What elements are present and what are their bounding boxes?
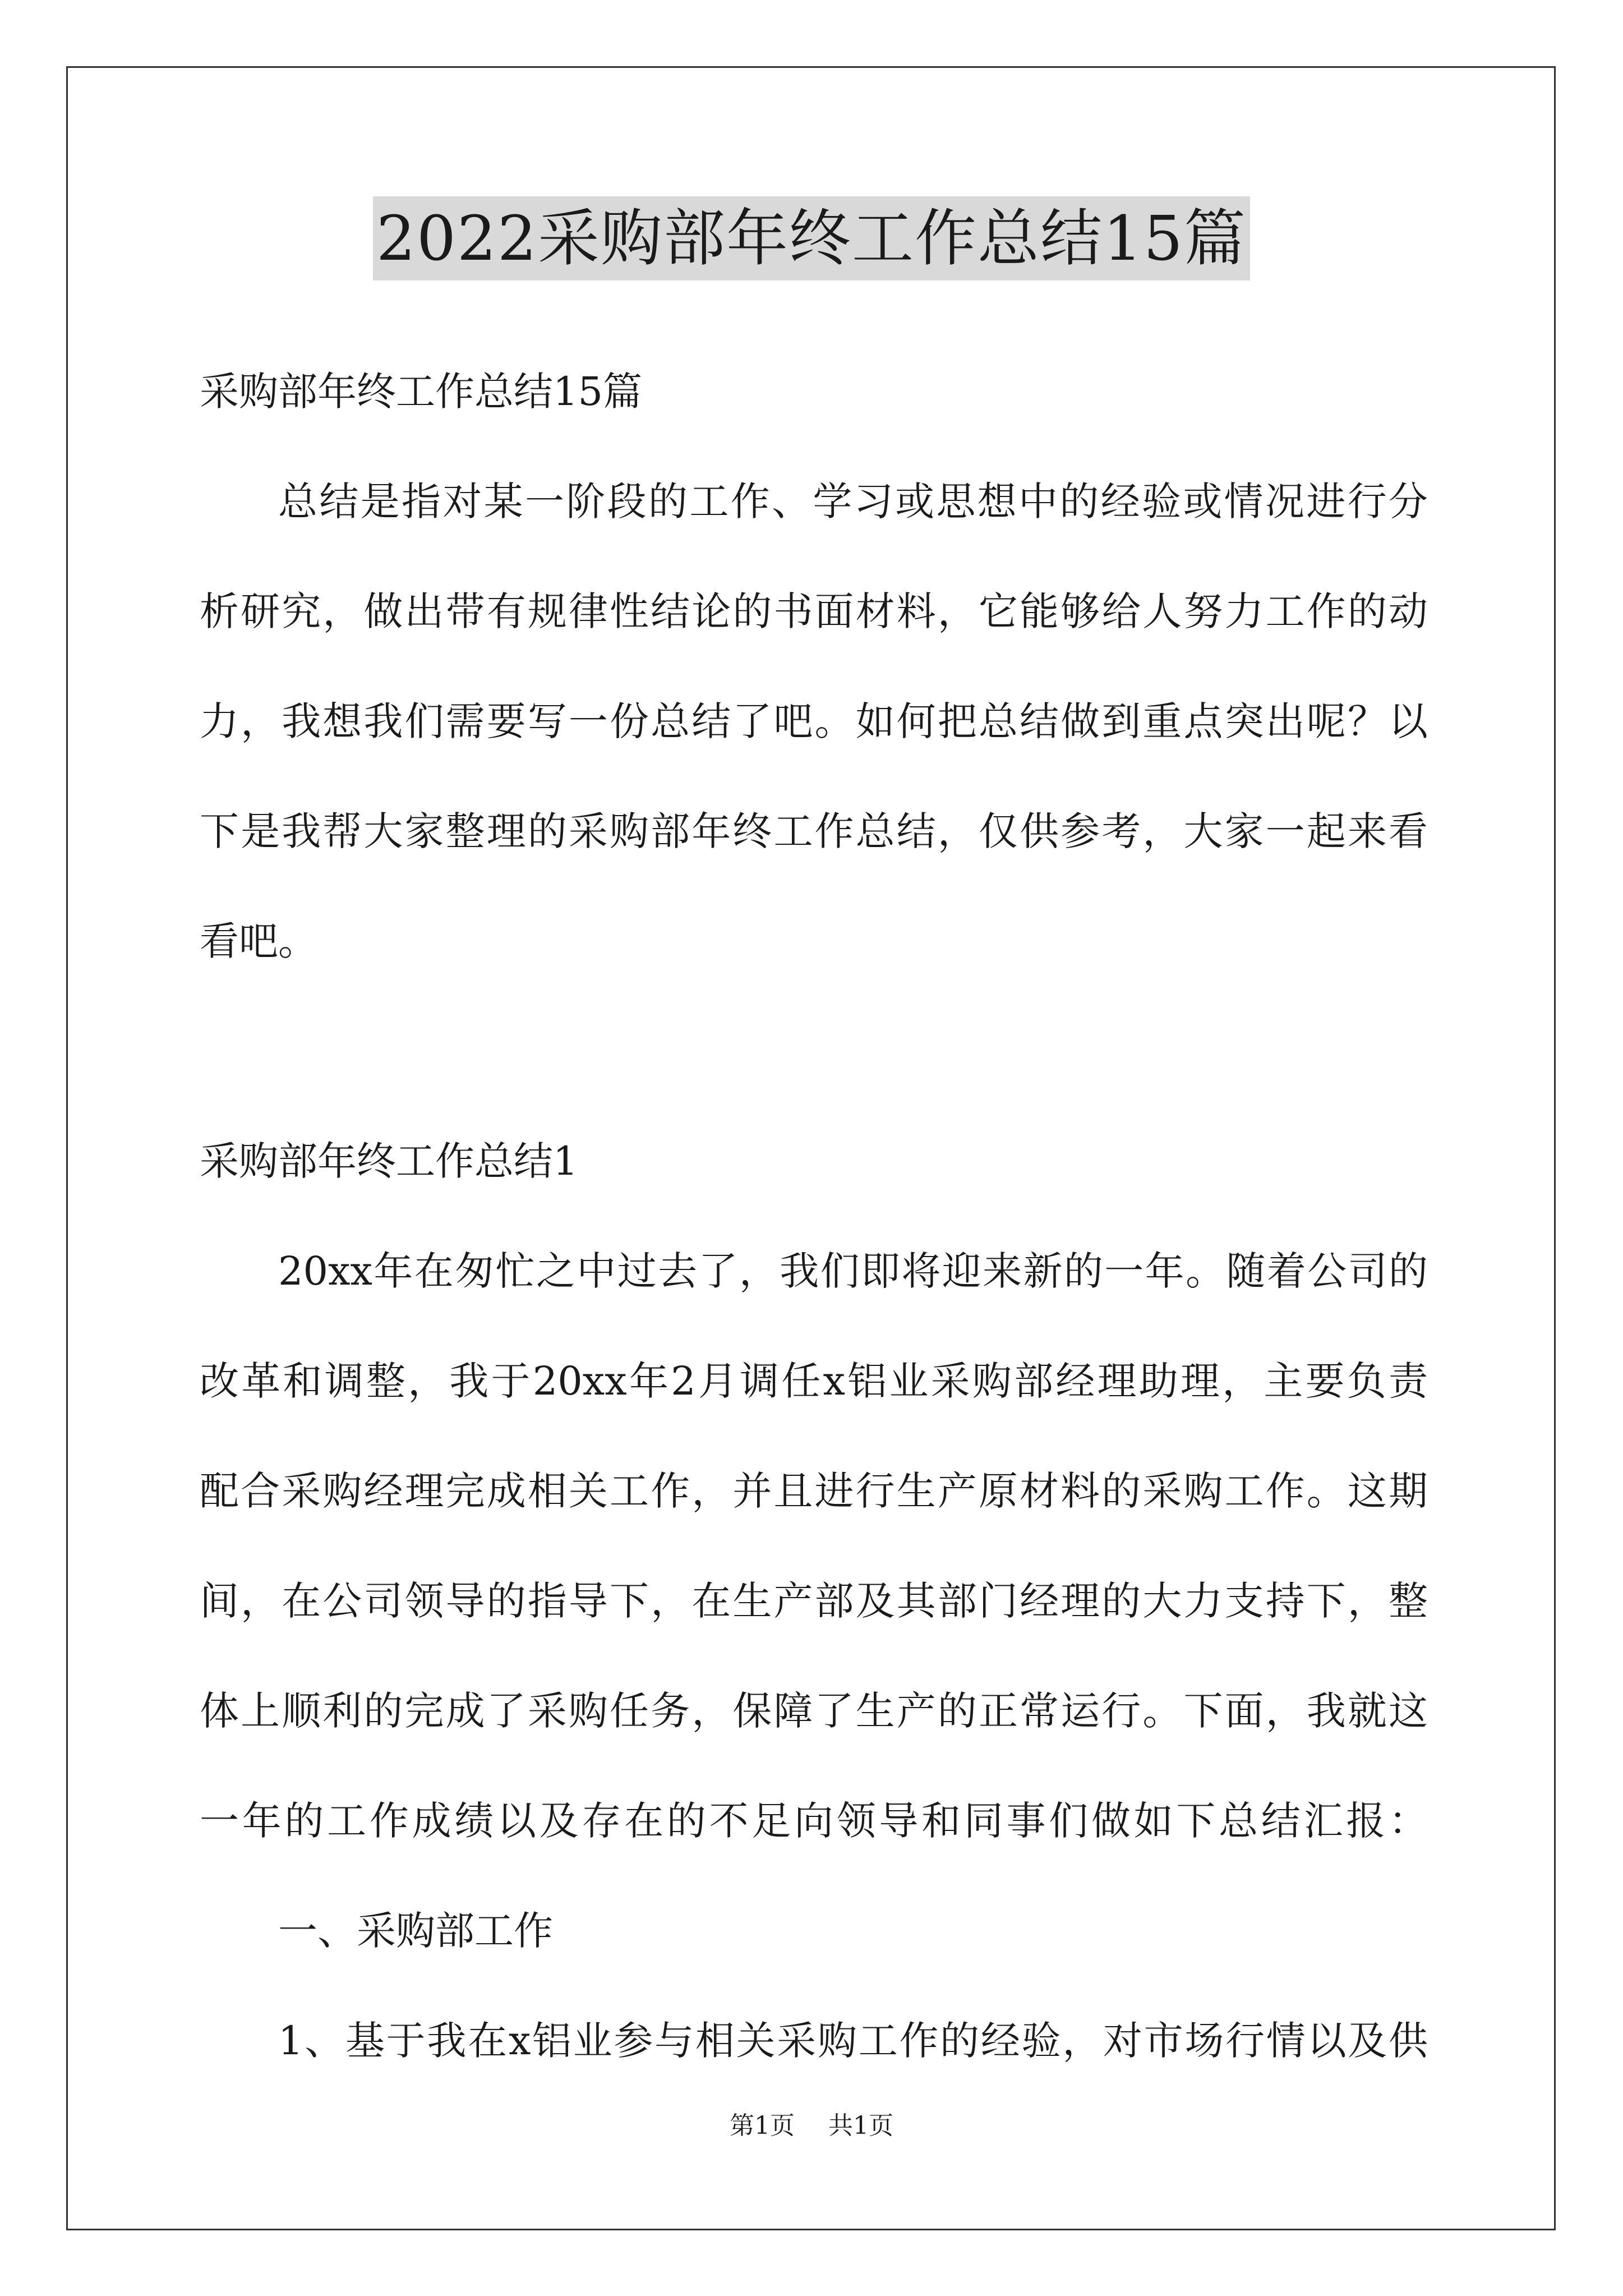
document-title: 2022采购部年终工作总结15篇: [373, 196, 1250, 280]
text-line: 采购部年终工作总结15篇: [200, 369, 643, 415]
title-container: [0, 196, 1623, 280]
page-total: 共1页: [828, 2111, 893, 2140]
text-line: 一、采购部工作: [278, 1908, 553, 1954]
text-line: 下是我帮大家整理的采购部年终工作总结，仅供参考，大家一起来看: [200, 808, 1428, 854]
text-line: 看吧。: [200, 918, 317, 964]
text-line: 采购部年终工作总结1: [200, 1138, 578, 1184]
blank-line: [200, 996, 1428, 1106]
text-line: 改革和调整，我于20xx年2月调任x铝业采购部经理助理，主要负责: [200, 1358, 1428, 1404]
document-body: [200, 337, 1428, 2096]
text-line: 20xx年在匆忙之中过去了，我们即将迎来新的一年。随着公司的: [278, 1248, 1428, 1294]
page-number: 第1页: [730, 2111, 795, 2140]
text-line: 一年的工作成绩以及存在的不足向领导和同事们做如下总结汇报：: [200, 1798, 1428, 1844]
text-line: 间，在公司领导的指导下，在生产部及其部门经理的大力支持下，整: [200, 1578, 1428, 1624]
text-line: 体上顺利的完成了采购任务，保障了生产的正常运行。下面，我就这: [200, 1688, 1428, 1734]
text-line: 总结是指对某一阶段的工作、学习或思想中的经验或情况进行分: [278, 478, 1428, 524]
text-line: 力，我想我们需要写一份总结了吧。如何把总结做到重点突出呢？以: [200, 698, 1428, 744]
text-line: 1、基于我在x铝业参与相关采购工作的经验，对市场行情以及供: [278, 2018, 1428, 2064]
page-footer: [0, 2109, 1623, 2143]
text-line: 配合采购经理完成相关工作，并且进行生产原材料的采购工作。这期: [200, 1468, 1428, 1514]
text-line: 析研究，做出带有规律性结论的书面材料，它能够给人努力工作的动: [200, 588, 1428, 634]
